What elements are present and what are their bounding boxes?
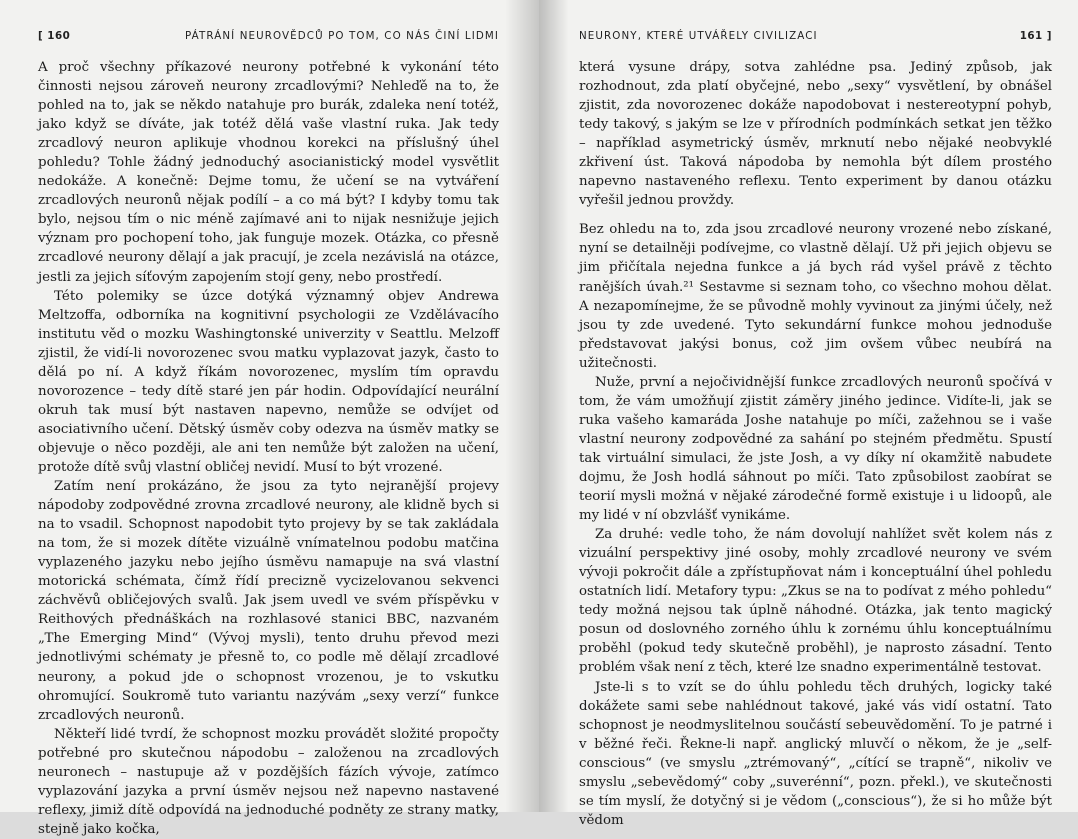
left-page-body [38, 58, 499, 839]
paragraph: Jste-li s to vzít se do úhlu pohledu těch druhých, logicky také dokážete sami sebe nahlédnout takové, jaké vás vidí ostatní. Tato schopnost je neodmyslitelnou součástí sebeuvědomění. To je patrné i v běžné řeči. Řekne-li např. anglický mluvčí o někom, že je „self-conscious“ (ve smyslu „ztrémovaný“, „cítící se trapně“, nikoliv ve smyslu „sebevědomý“ coby „suverénní“, pozn. překl.), ve skutečnosti se tím myslí, že dotyčný si je vědom („conscious“), že si ho může být vědom [579, 679, 1052, 828]
paragraph: Této polemiky se úzce dotýká významný objev Andrewa Meltzoffa, odborníka na kognitivní psychologii ze Vzdělávacího institutu věd o mozku Washingtonské univerzity v Seattlu. Melzoff zjistil, že vidí-li novorozenec svou matku vyplazovat jazyk, často to dělá po ní. A když říkám novorozenec, myslím tím opravdu novorozence – tedy dítě staré jen pár hodin. Odpovídající neurální okruh tak musí být nastaven napevno, nemůže se odvíjet od asociativního učení. Dětský úsměv coby odezva na úsměv matky se objevuje o něco později, ale ani ten nemůže být založen na učení, protože dítě svůj vlastní obličej nevidí. Musí to být vrozené. [38, 288, 499, 475]
running-head-left: PÁTRÁNÍ NEUROVĚDCŮ PO TOM, CO NÁS ČINÍ LIDMI [185, 30, 499, 42]
paragraph: Zatím není prokázáno, že jsou za tyto nejranější projevy nápodoby zodpovědné zrovna zrcadlové neurony, ale klidně bych si na to vsadil. Schopnost napodobit tyto projevy by se tak zakládala na tom, že si mozek dítěte vizuálně vnímatelnou podobu matčina vyplazeného jazyku nebo jejího úsměvu namapuje na svá vlastní motorická schémata, čímž řídí precizně vycizelovanou sekvenci záchvěvů obličejových svalů. Jak jsem uvedl ve svém příspěvku v Reithových přednáškách na rozhlasové stanici BBC, nazvaném „The Emerging Mind“ (Vývoj mysli), tento druhu převod mezi jednotlivými schématy je přesně to, co podle mě dělají zrcadlové neurony, a pokud jde o schopnost vrozenou, je to vskutku ohromující. Soukromě tuto variantu nazývám „sexy verzí“ funkce zrcadlových neuronů. [38, 479, 499, 723]
left-gutter-shadow [505, 0, 539, 812]
left-page-header [38, 30, 499, 42]
right-page-body [579, 58, 1052, 830]
running-head-right: NEURONY, KTERÉ UTVÁŘELY CIVILIZACI [579, 30, 818, 42]
paragraph: A proč všechny příkazové neurony potřebné k vykonání této činnosti nejsou zároveň neurony zrcadlovými? Nehleďě na to, že pohled na to, jak se někdo natahuje pro burák, zdaleka není totéž, jako když se díváte, jak totéž dělá vaše vlastní ruka. Jak tedy zrcadlový neuron aplikuje vhodnou korekci na příslušný úhel pohledu? Tohle žádný jednoduchý asocianistický model vysvětlit nedokáže. A konečně: Dejme tomu, že učení se na vytváření zrcadlových neuronů nějak podílí – a co má být? I kdyby tomu tak bylo, nejsou tím o nic méně zajímavé ani to nijak nesnižuje jejich význam pro pochopení toho, jak funguje mozek. Otázka, co přesně zrcadlové neurony dělají a jak pracují, je zcela nezávislá na otázce, jestli za jejich síťovým zapojením stojí geny, nebo prostředí. [38, 60, 499, 285]
paragraph: Bez ohledu na to, zda jsou zrcadlové neurony vrozené nebo získané, nyní se detailněji podívejme, co vlastně dělají. Už při jejich objevu se jim přičítala nejedna funkce a já bych rád vyšel právě z těchto ranějších úvah.²¹ Sestavme si seznam toho, co všechno mohou dělat. A nezapomínejme, že se původně mohly vyvinout za jinými účely, než jsou ty zde uvedené. Tyto sekundární funkce mohou jednoduše představovat jakýsi bonus, což jim ovšem vůbec neubírá na užitečnosti. [579, 222, 1052, 371]
paragraph: Za druhé: vedle toho, že nám dovolují nahlížet svět kolem nás z vizuální perspektivy jiné osoby, mohly zrcadlové neurony ve svém vývoji pokročit dále a zpřístupňovat nám i konceptuální úhel pohledu ostatních lidí. Metafory typu: „Zkus se na to podívat z mého pohledu“ tedy možná nejsou tak úplně náhodné. Otázka, jak tento magický posun od doslovného zorného úhlu k zornému úhlu konceptuálnímu proběhl (pokud tedy skutečně proběhl), je naprosto zásadní. Tento problém však není z těch, které lze snadno experimentálně testovat. [579, 527, 1052, 676]
page-number-left: [ 160 [38, 30, 71, 42]
paragraph: Někteří lidé tvrdí, že schopnost mozku provádět složité propočty potřebné pro skutečnou nápodobu – založenou na zrcadlových neuronech – nastupuje až v pozdějších fázích vývoje, zatímco vyplazování jazyka a první úsměv nejsou než napevno nastavené reflexy, jimiž dítě odpovídá na jednoduché podněty ze strany matky, stejně jako kočka, [38, 726, 499, 837]
right-gutter-shadow [539, 0, 569, 812]
paragraph: Nuže, první a nejočividnější funkce zrcadlových neuronů spočívá v tom, že vám umožňují zjistit záměry jiného jedince. Vidíte-li, jak se ruka vašeho kamaráda Joshe natahuje po míči, zažehnou se i vaše vlastní neurony zodpovědné za sahání po stejném předmětu. Spustí tak virtuální simulaci, že jste Josh, a vy díky ní okamžitě nabudete dojmu, že Josh hodlá sáhnout po míči. Tato způsobilost zaobírat se teorií mysli možná v nějaké zárodečné formě existuje i u lidoopů, ale my lidé v ní obzvlášť vynikáme. [579, 374, 1052, 524]
page-number-right: 161 ] [1019, 30, 1052, 42]
paragraph: která vysune drápy, sotva zahlédne psa. Jediný způsob, jak rozhodnout, zda platí obyčejné, nebo „sexy“ vysvětlení, by obnášel zjistit, zda novorozenec dokáže napodobovat i nestereotypní pohyb, tedy takový, s jakým se lze v přírodních podmínkách setkat jen těžko – například asymetrický úsměv, mrknutí nebo nějaké neobvyklé zkřivení úst. Taková nápodoba by nemohla být dílem prostého napevno nastaveného reflexu. Tento experiment by danou otázku vyřešil jednou provždy. [579, 60, 1052, 209]
left-page [0, 0, 539, 837]
right-page [539, 0, 1078, 828]
right-page-header [579, 30, 1052, 42]
